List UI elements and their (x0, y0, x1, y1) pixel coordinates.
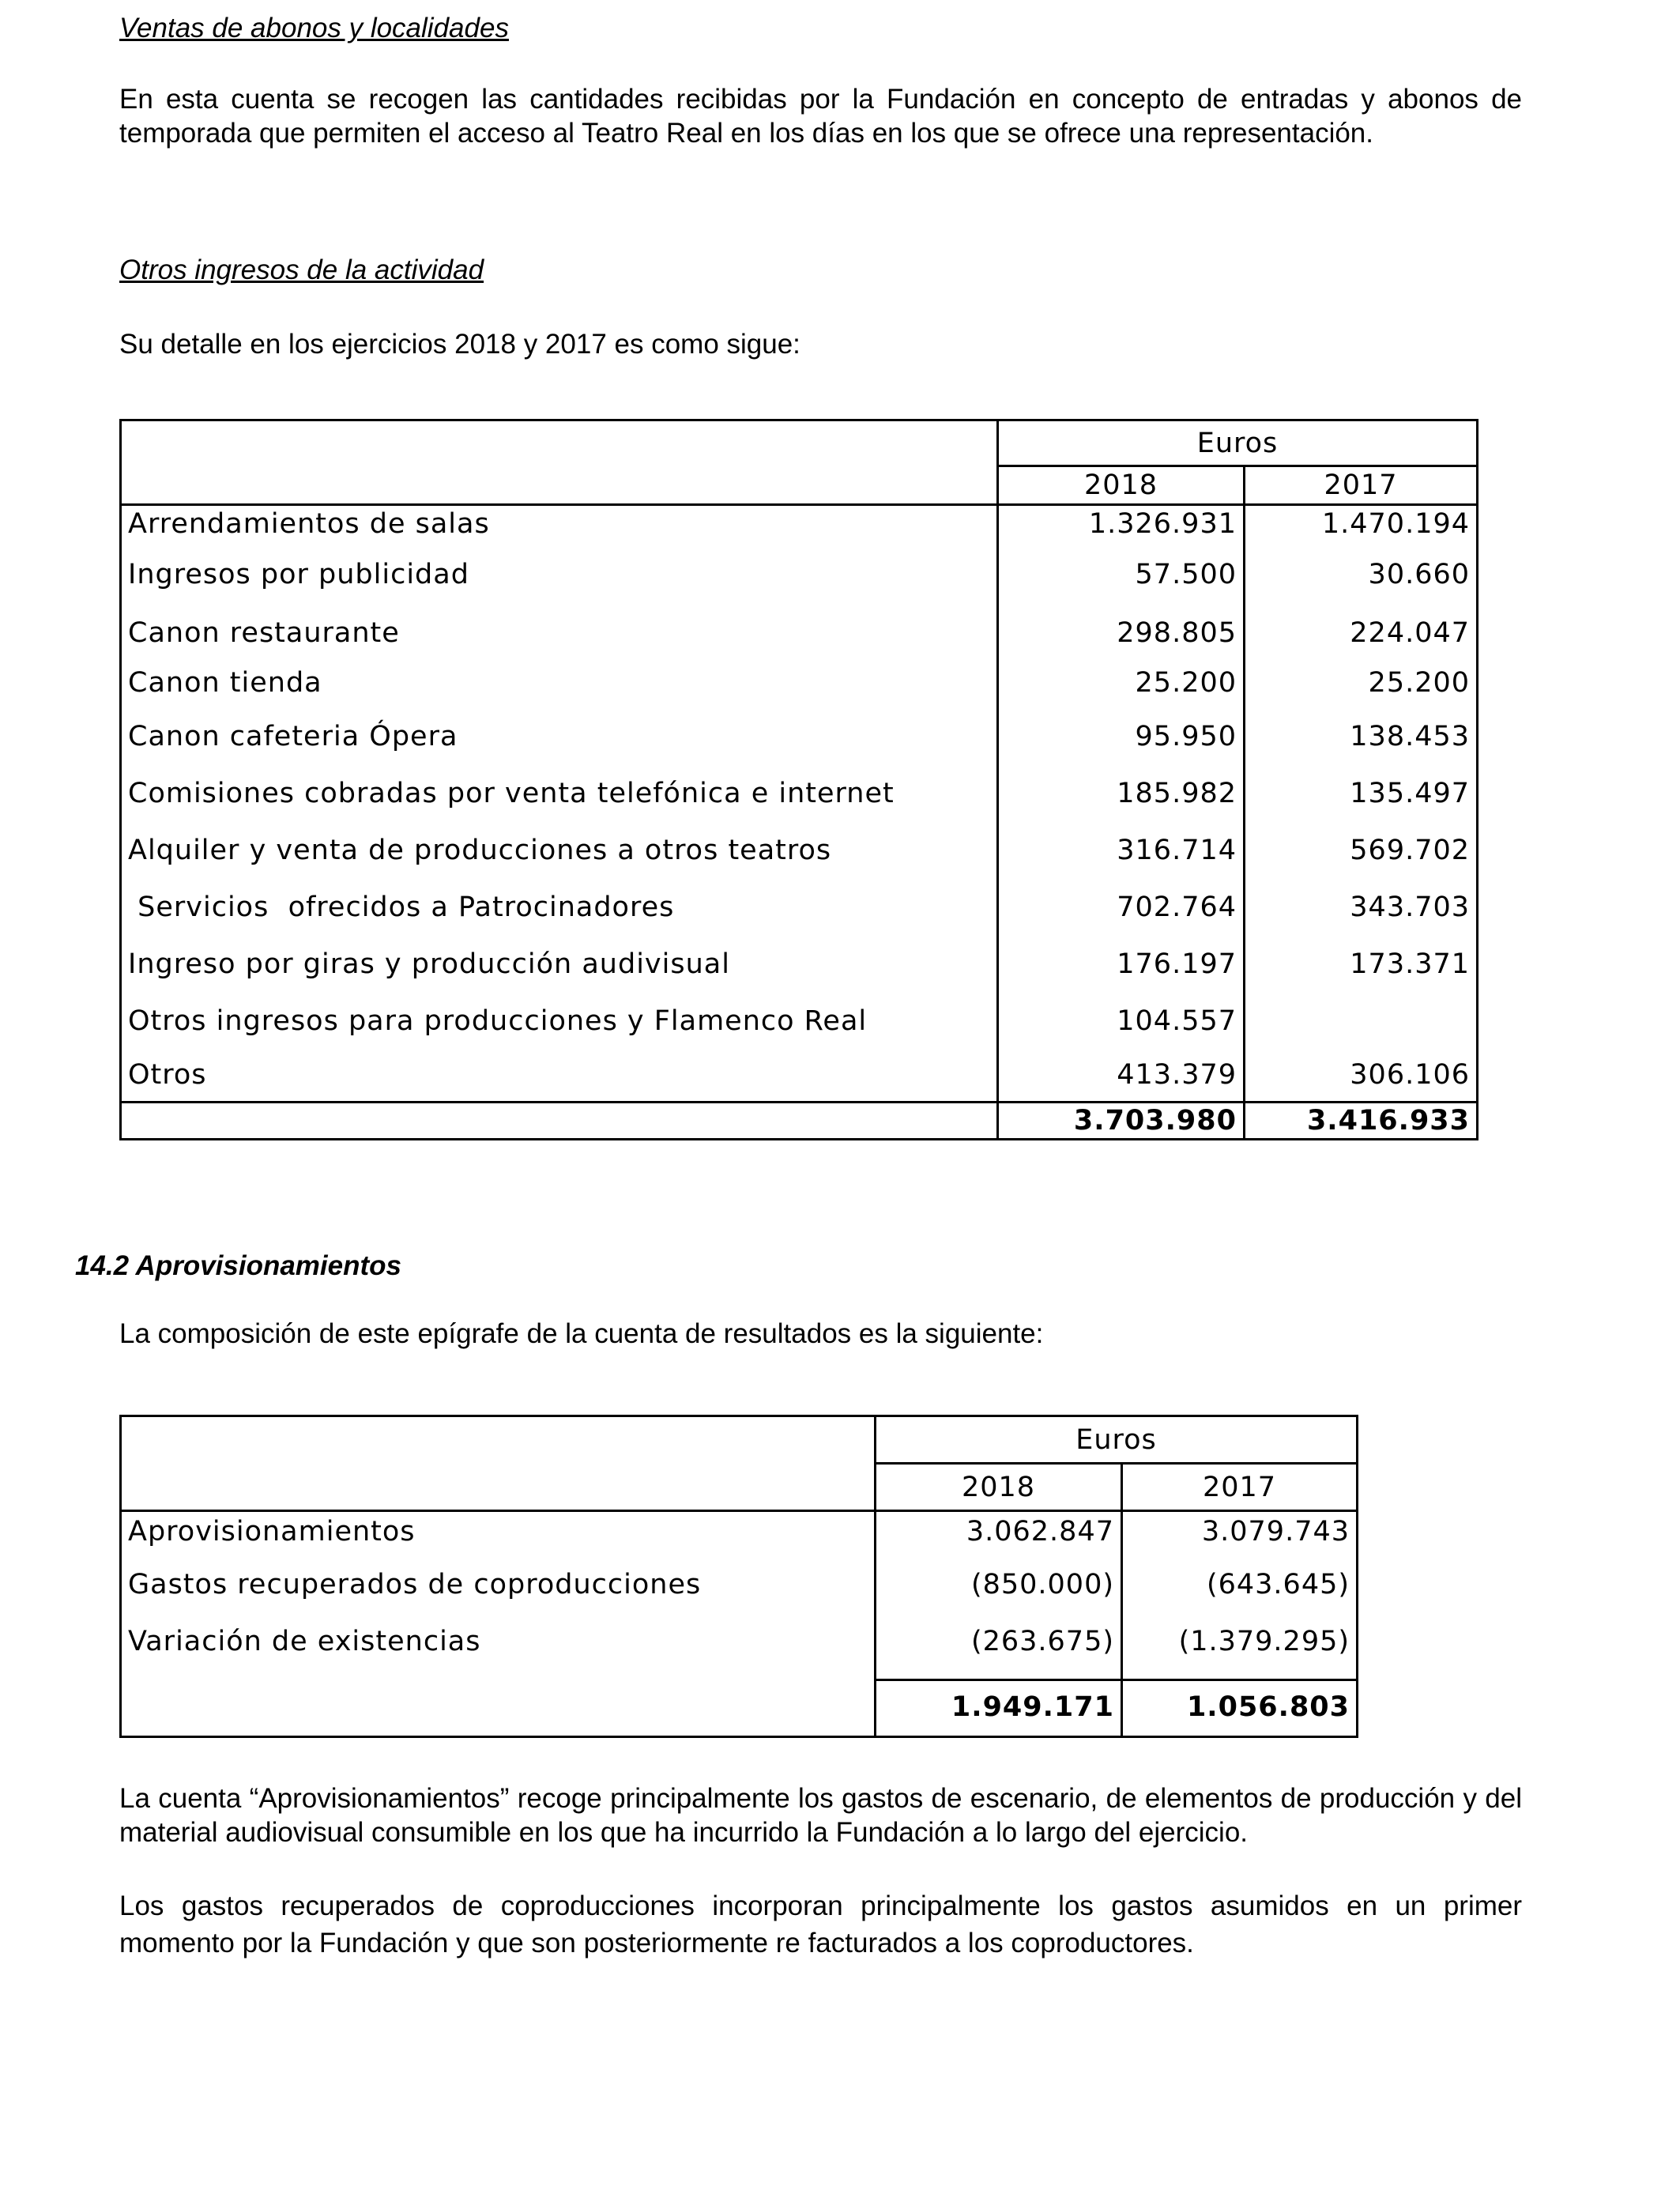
aprov-title: 14.2 Aprovisionamientos (75, 1250, 401, 1281)
year-header-2018: 2018 (998, 466, 1245, 505)
row-label: Ingreso por giras y producción audivisual (121, 944, 998, 1001)
otros-heading: Otros ingresos de la actividad (119, 254, 484, 285)
table-row (121, 1565, 1358, 1622)
aprov-paragraph-1: La cuenta “Aprovisionamientos” recoge principalmente los gastos de escenario, de elementos de producción y del material audiovisual consumible en los que ha incurrido la Fundación a lo largo del ejercicio. (119, 1783, 1522, 1848)
row-value-2018: (850.000) (876, 1565, 1122, 1622)
row-value-2018: 57.500 (998, 555, 1245, 613)
table-corner (121, 1416, 876, 1511)
table-row (121, 613, 1478, 663)
year-header-2018: 2018 (876, 1464, 1122, 1511)
row-label: Alquiler y venta de producciones a otros teatros (121, 831, 998, 888)
total-value-2017: 3.416.933 (1245, 1103, 1478, 1140)
row-value-2017: 306.106 (1350, 1058, 1471, 1091)
row-value-2017: 224.047 (1350, 616, 1471, 649)
year-header-2017: 2017 (1245, 466, 1478, 505)
table-row (121, 774, 1478, 831)
row-label: Aprovisionamientos (121, 1511, 876, 1565)
row-value-2017: 173.371 (1350, 948, 1471, 980)
row-label: Otros (121, 1055, 998, 1103)
table-row (121, 717, 1478, 774)
ventas-heading: Ventas de abonos y localidades (119, 13, 509, 43)
row-value-2018: 1.326.931 (998, 505, 1245, 555)
row-value-2018: 176.197 (998, 944, 1245, 1001)
table-row (121, 663, 1478, 717)
row-value-2017: 3.079.743 (1122, 1511, 1358, 1565)
table-row (121, 831, 1478, 888)
row-value-2018: (263.675) (876, 1622, 1122, 1680)
row-value-2018: 25.200 (998, 663, 1245, 717)
otros-ingresos-table (119, 419, 1478, 1140)
total-label (121, 1680, 876, 1737)
row-value-2018: 298.805 (998, 613, 1245, 663)
row-value-2018: 104.557 (998, 1001, 1245, 1055)
table-row (121, 944, 1478, 1001)
total-row (121, 1103, 1478, 1140)
row-value-2018: 95.950 (998, 717, 1245, 774)
row-label: Servicios ofrecidos a Patrocinadores (121, 888, 998, 944)
row-label: Canon tienda (121, 663, 998, 717)
euros-header: Euros (1075, 1423, 1157, 1456)
row-value-2017: 569.702 (1350, 834, 1471, 866)
year-header-2017: 2017 (1122, 1464, 1358, 1511)
row-value-2018: 413.379 (998, 1055, 1245, 1103)
row-label: Canon cafeteria Ópera (121, 717, 998, 774)
row-value-2017: 30.660 (1368, 558, 1471, 590)
row-value-2017: 1.470.194 (1245, 505, 1478, 555)
table-row (121, 1622, 1358, 1680)
aprov-intro: La composición de este epígrafe de la cuenta de resultados es la siguiente: (119, 1318, 1044, 1349)
ventas-paragraph: En esta cuenta se recogen las cantidades recibidas por la Fundación en concepto de entradas y abonos de temporada que permiten el acceso al Teatro Real en los días en los que se ofrece una representación. (119, 84, 1522, 149)
row-value-2017: (1.379.295) (1178, 1625, 1350, 1657)
row-value-2018: 316.714 (998, 831, 1245, 888)
euros-header: Euros (1196, 427, 1279, 459)
total-value-2017: 1.056.803 (1122, 1680, 1358, 1737)
row-label: Variación de existencias (121, 1622, 876, 1680)
table-corner (121, 420, 998, 505)
row-label: Otros ingresos para producciones y Flamenco Real (121, 1001, 998, 1055)
aprov-paragraph-2: Los gastos recuperados de coproducciones incorporan principalmente los gastos asumidos en un primer momento por la Fundación y que son posteriormente re facturados a los coproductores. (119, 1891, 1522, 1958)
row-value-2018: 185.982 (998, 774, 1245, 831)
row-value-2017: 25.200 (1368, 666, 1471, 699)
total-value-2018: 3.703.980 (998, 1103, 1245, 1140)
row-value-2017: (643.645) (1206, 1568, 1350, 1600)
row-label: Ingresos por publicidad (121, 555, 998, 613)
total-label (121, 1103, 998, 1140)
table-row (121, 555, 1478, 613)
total-value-2018: 1.949.171 (876, 1680, 1122, 1737)
table-row (121, 1055, 1478, 1103)
row-value-2017 (1245, 1001, 1478, 1055)
row-value-2018: 3.062.847 (876, 1511, 1122, 1565)
table-row (121, 1001, 1478, 1055)
row-value-2017: 343.703 (1350, 891, 1471, 923)
table-row (121, 888, 1478, 944)
table-row (121, 1511, 1358, 1565)
row-value-2017: 138.453 (1350, 720, 1471, 752)
row-value-2018: 702.764 (998, 888, 1245, 944)
aprovisionamientos-table (119, 1415, 1358, 1738)
row-label: Gastos recuperados de coproducciones (121, 1565, 876, 1622)
row-label: Canon restaurante (121, 613, 998, 663)
row-label: Comisiones cobradas por venta telefónica e internet (121, 774, 998, 831)
otros-intro: Su detalle en los ejercicios 2018 y 2017 es como sigue: (119, 329, 800, 360)
total-row (121, 1680, 1358, 1737)
row-value-2017: 135.497 (1350, 777, 1471, 809)
table-row (121, 505, 1478, 555)
row-label: Arrendamientos de salas (121, 505, 998, 555)
